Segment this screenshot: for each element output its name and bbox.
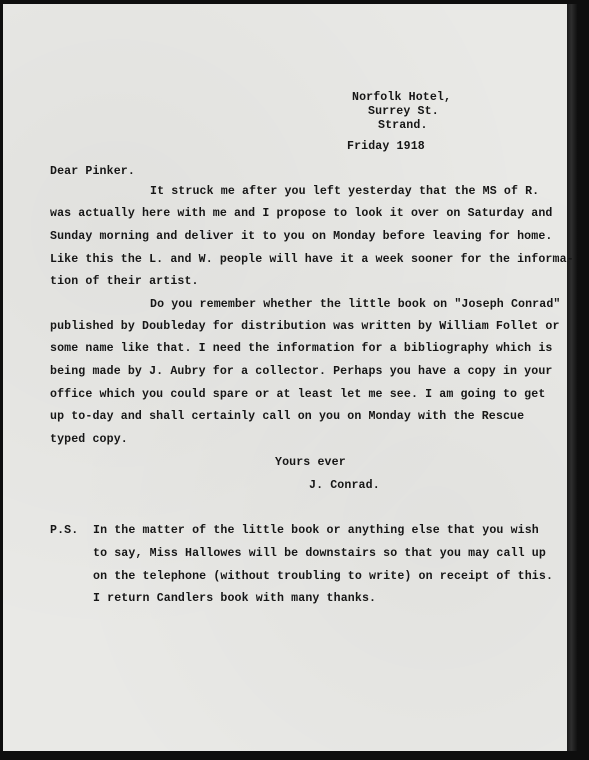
paragraph1-line: was actually here with me and I propose to look it over on Saturday and — [50, 207, 553, 220]
signature: J. Conrad. — [309, 479, 380, 492]
salutation: Dear Pinker. — [50, 165, 135, 178]
postscript-line: I return Candlers book with many thanks. — [93, 592, 377, 605]
paragraph1-line: Like this the L. and W. people will have it a week sooner for the informa- — [50, 253, 574, 266]
closing: Yours ever — [275, 456, 346, 469]
paragraph2-line: up to-day and shall certainly call on you on Monday with the Rescue — [50, 410, 525, 423]
postscript-line: on the telephone (without troubling to write) on receipt of this. — [93, 570, 554, 583]
paragraph1-line: Sunday morning and deliver it to you on Monday before leaving for home. — [50, 230, 553, 243]
postscript-line: to say, Miss Hallowes will be downstairs so that you may call up — [93, 547, 546, 560]
paragraph2-line: typed copy. — [50, 433, 128, 446]
paragraph1-line: It struck me after you left yesterday that the MS of R. — [150, 185, 540, 198]
address-line-3: Strand. — [378, 119, 428, 132]
page-edge-shadow — [567, 4, 578, 751]
letter-date: Friday 1918 — [347, 140, 425, 153]
address-line-1: Norfolk Hotel, — [352, 91, 452, 104]
paragraph2-line: published by Doubleday for distribution was written by William Follet or — [50, 320, 560, 333]
paragraph2-line: office which you could spare or at least let me see. I am going to get — [50, 388, 546, 401]
letter-page — [3, 4, 578, 751]
postscript-label: P.S. — [50, 524, 79, 537]
address-line-2: Surrey St. — [368, 105, 439, 118]
paragraph2-line: being made by J. Aubry for a collector. Perhaps you have a copy in your — [50, 365, 553, 378]
paragraph2-line: some name like that. I need the information for a bibliography which is — [50, 342, 553, 355]
paragraph2-line: Do you remember whether the little book on "Joseph Conrad" — [150, 298, 561, 311]
paragraph1-line: tion of their artist. — [50, 275, 199, 288]
postscript-line: In the matter of the little book or anything else that you wish — [93, 524, 539, 537]
